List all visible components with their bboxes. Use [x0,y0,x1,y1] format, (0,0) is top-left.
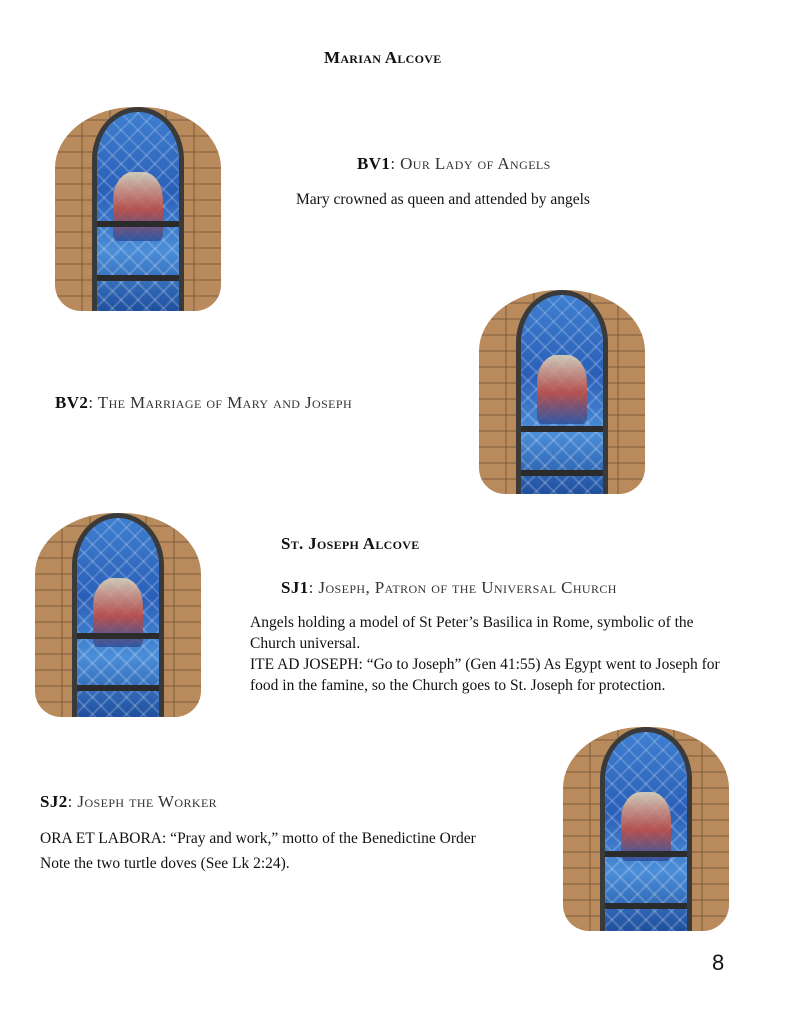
sj2-caption [40,792,217,812]
sj1-window-image [35,513,201,717]
bv2-code: BV2 [55,393,89,412]
sj2-code: SJ2 [40,792,68,811]
sj1-line: ITE AD JOSEPH: “Go to Joseph” (Gen 41:55) As Egypt went to Joseph for [250,656,720,673]
sj1-caption [281,578,617,598]
bv2-title: : The Marriage of Mary and Joseph [88,393,353,412]
sj2-line: ORA ET LABORA: “Pray and work,” motto of the Benedictine Order [40,830,476,847]
sj1-line: Church universal. [250,635,361,652]
sj1-description [250,612,770,696]
page-title: Marian Alcove [324,48,442,67]
sj1-line: Angels holding a model of St Peter’s Basilica in Rome, symbolic of the [250,614,694,631]
sj2-title: : Joseph the Worker [67,792,218,811]
bv2-caption [55,393,352,413]
bv1-description: Mary crowned as queen and attended by angels [296,191,590,208]
sj2-description [40,828,540,874]
sj1-title: : Joseph, Patron of the Universal Church [308,578,617,597]
page-number: 8 [712,950,725,975]
bv1-caption [357,154,551,174]
bv1-window-image [55,107,221,311]
sj2-window-image [563,727,729,931]
bv1-title: : Our Lady of Angels [390,154,551,173]
st-joseph-heading: St. Joseph Alcove [281,534,420,553]
sj1-code: SJ1 [281,578,309,597]
bv1-code: BV1 [357,154,391,173]
sj1-line: food in the famine, so the Church goes to St. Joseph for protection. [250,677,666,694]
sj2-line: Note the two turtle doves (See Lk 2:24). [40,855,290,872]
bv2-window-image [479,290,645,494]
